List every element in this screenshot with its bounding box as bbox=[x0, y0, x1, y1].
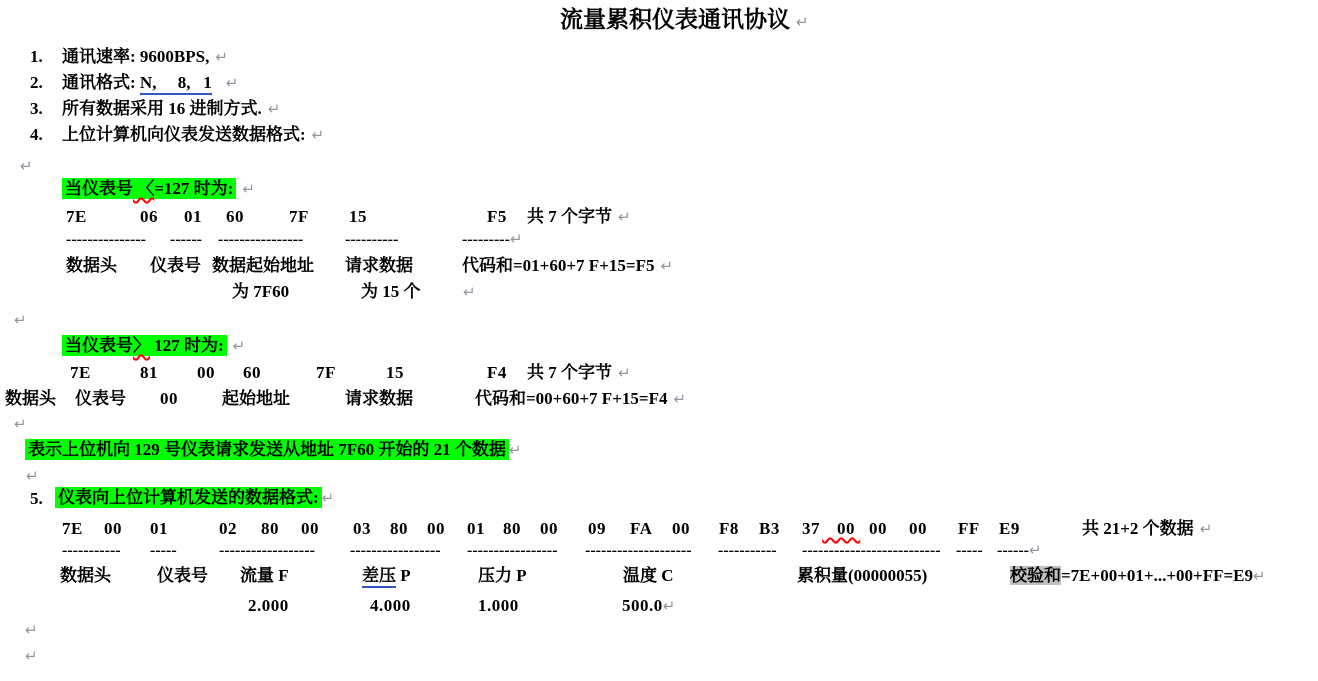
item4-text: 上位计算机向仪表发送数据格式: bbox=[62, 125, 306, 144]
item2 bbox=[62, 73, 238, 93]
block-b-byte: 81 bbox=[140, 363, 158, 382]
block-c-byte: 80 bbox=[503, 519, 521, 538]
block-b-byte: 00 bbox=[197, 363, 215, 382]
item1-number: 1. bbox=[30, 47, 43, 66]
block-b-checksum-text: 代码和=00+60+7 F+15=F4 bbox=[475, 389, 668, 408]
paragraph-mark-icon: ↵ bbox=[311, 126, 325, 144]
block-b-byte-note-text: 共 7 个字节 bbox=[527, 363, 612, 382]
item1-text: 通讯速率: 9600BPS, bbox=[62, 47, 210, 66]
item1 bbox=[62, 47, 228, 67]
paragraph-mark-icon: ↵ bbox=[232, 337, 246, 355]
block-a-heading-pre: 当仪表号 bbox=[65, 179, 133, 198]
block-c-byte: 01 bbox=[467, 519, 485, 538]
block-a-byte: 01 bbox=[184, 207, 202, 226]
item4 bbox=[62, 125, 324, 145]
paragraph-mark-icon: ↵ bbox=[508, 441, 522, 459]
block-b-byte: 7F bbox=[316, 363, 336, 382]
block-a-byte: 15 bbox=[349, 207, 367, 226]
block-b-checksum bbox=[475, 389, 686, 409]
block-c-byte: 80 bbox=[261, 519, 279, 538]
block-c-byte: B3 bbox=[759, 519, 780, 538]
block-a-byte: 06 bbox=[140, 207, 158, 226]
item4-number: 4. bbox=[30, 125, 43, 144]
block-a-label: 数据起始地址 bbox=[212, 256, 314, 275]
separator-dashes: ----------------- bbox=[350, 542, 441, 559]
block-c-byte: E9 bbox=[999, 519, 1020, 538]
block-c-byte: 02 bbox=[219, 519, 237, 538]
block-c-byte: 00 bbox=[301, 519, 319, 538]
item3-number: 3. bbox=[30, 99, 43, 118]
paragraph-mark-icon: ↵ bbox=[321, 489, 335, 507]
block-a-checksum-text: 代码和=01+60+7 F+15=F5 bbox=[462, 256, 655, 275]
block-c-label: 压力 P bbox=[478, 566, 527, 585]
paragraph-mark-icon: ↵ bbox=[26, 467, 39, 485]
paragraph-mark-icon: ↵ bbox=[25, 621, 38, 639]
block-c-byte: 00 bbox=[672, 519, 690, 538]
block-b-byte: F4 bbox=[487, 363, 507, 382]
separator-dashes: ----------- bbox=[718, 542, 777, 559]
item2-underlined-format: N, 8, 1 bbox=[140, 73, 212, 95]
paragraph-mark-icon: ↵ bbox=[242, 180, 255, 198]
block-b-byte: 7E bbox=[70, 363, 91, 382]
block-a-byte-note-text: 共 7 个字节 bbox=[527, 207, 612, 226]
block-c-byte: F8 bbox=[719, 519, 739, 538]
block-a-sublabel: 为 7F60 bbox=[232, 282, 290, 301]
separator-dashes: -------------------------- bbox=[802, 542, 941, 559]
paragraph-mark-icon: ↵ bbox=[618, 208, 631, 226]
block-c-byte: 00 bbox=[104, 519, 122, 538]
block-a-heading-wavy: 〈 bbox=[133, 179, 155, 198]
paragraph-mark-icon: ↵ bbox=[509, 230, 523, 248]
block-c-byte: 00 bbox=[837, 519, 855, 538]
request-note bbox=[25, 440, 521, 460]
doc-title bbox=[560, 7, 809, 33]
block-b-label: 起始地址 bbox=[222, 389, 290, 408]
block-c-value: 4.000 bbox=[370, 596, 411, 615]
block-c-checksum-highlight: 校验和 bbox=[1010, 566, 1061, 585]
block-b-heading-highlight bbox=[62, 335, 227, 356]
block-c-byte: 80 bbox=[390, 519, 408, 538]
separator-dashes: ---------- bbox=[345, 231, 399, 248]
block-b-byte: 60 bbox=[243, 363, 261, 382]
paragraph-mark-icon: ↵ bbox=[1199, 520, 1213, 538]
block-c-byte: 01 bbox=[150, 519, 168, 538]
block-a-sublabel: 为 15 个 bbox=[361, 282, 421, 301]
block-c-byte: 03 bbox=[353, 519, 371, 538]
separator-dashes: ---------------- bbox=[218, 231, 304, 248]
block-c-label: 流量 F bbox=[240, 566, 289, 585]
paragraph-mark-icon: ↵ bbox=[673, 390, 687, 408]
block-c-value: 1.000 bbox=[478, 596, 519, 615]
paragraph-mark-icon: ↵ bbox=[660, 257, 674, 275]
block-c-byte: FA bbox=[630, 519, 653, 538]
block-c-byte: 09 bbox=[588, 519, 606, 538]
block-b-label: 00 bbox=[160, 389, 178, 408]
paragraph-mark-icon: ↵ bbox=[14, 415, 27, 433]
separator-dashes: ----------- bbox=[62, 542, 121, 559]
block-c-value: 2.000 bbox=[248, 596, 289, 615]
block-c-label: 温度 C bbox=[623, 566, 674, 585]
paragraph-mark-icon: ↵ bbox=[267, 100, 281, 118]
separator-dashes-text: --------- bbox=[462, 231, 510, 248]
separator-dashes bbox=[997, 542, 1042, 560]
paragraph-mark-icon: ↵ bbox=[1028, 541, 1042, 559]
paragraph-mark-icon: ↵ bbox=[20, 157, 33, 175]
block-a-label: 数据头 bbox=[66, 256, 117, 275]
paragraph-mark-icon: ↵ bbox=[463, 283, 476, 301]
paragraph-mark-icon: ↵ bbox=[618, 364, 631, 382]
separator-dashes: ------------------ bbox=[219, 542, 315, 559]
block-b-heading-post: 127 时为: bbox=[150, 336, 224, 355]
item5 bbox=[55, 488, 334, 508]
separator-dashes bbox=[462, 231, 523, 249]
block-c-checksum bbox=[1010, 566, 1266, 586]
block-c-byte: FF bbox=[958, 519, 980, 538]
block-c-label: 数据头 bbox=[60, 566, 111, 585]
block-a-heading-post: =127 时为: bbox=[154, 179, 234, 198]
block-c-byte-note bbox=[1082, 519, 1212, 539]
block-a-label: 仪表号 bbox=[150, 256, 201, 275]
paragraph-mark-icon: ↵ bbox=[796, 13, 809, 31]
request-note-highlight: 表示上位机向 129 号仪表请求发送从地址 7F60 开始的 21 个数据 bbox=[25, 439, 509, 460]
block-a-byte-note bbox=[527, 207, 631, 227]
separator-dashes: ----- bbox=[150, 542, 177, 559]
doc-title-text: 流量累积仪表通讯协议 bbox=[560, 7, 790, 32]
block-c-checksum-text: =7E+00+01+...+00+FF=E9 bbox=[1061, 566, 1254, 585]
block-c-label-diff-pressure bbox=[362, 566, 411, 586]
paragraph-mark-icon: ↵ bbox=[225, 74, 239, 92]
block-c-byte-note-text: 共 21+2 个数据 bbox=[1082, 519, 1194, 538]
block-a-checksum bbox=[462, 256, 673, 276]
block-a-label: 请求数据 bbox=[345, 256, 413, 275]
paragraph-mark-icon: ↵ bbox=[1253, 567, 1266, 585]
paragraph-mark-icon: ↵ bbox=[215, 48, 228, 66]
block-c-label-diff-pressure-suffix: P bbox=[396, 566, 411, 585]
block-b-byte: 15 bbox=[386, 363, 404, 382]
separator-dashes: --------------- bbox=[66, 231, 146, 248]
block-c-byte: 00 bbox=[869, 519, 887, 538]
item2-prefix: 通讯格式: bbox=[62, 73, 140, 92]
block-c-label: 仪表号 bbox=[157, 566, 208, 585]
item5-highlight: 仪表向上位计算机发送的数据格式: bbox=[55, 487, 322, 508]
block-b-heading-pre: 当仪表号 bbox=[65, 336, 133, 355]
item2-number: 2. bbox=[30, 73, 43, 92]
block-c-byte: 00 bbox=[909, 519, 927, 538]
separator-dashes: ----- bbox=[956, 542, 983, 559]
item3-text: 所有数据采用 16 进制方式. bbox=[62, 99, 262, 118]
separator-dashes: ------ bbox=[170, 231, 202, 248]
item3 bbox=[62, 99, 280, 119]
block-a-byte: 7F bbox=[289, 207, 309, 226]
block-b-heading-wavy: 〉 bbox=[133, 336, 150, 355]
paragraph-mark-icon: ↵ bbox=[14, 311, 27, 329]
block-c-byte: 37 bbox=[802, 519, 820, 538]
block-b-heading bbox=[62, 336, 245, 356]
paragraph-mark-icon: ↵ bbox=[25, 647, 38, 665]
block-a-byte: F5 bbox=[487, 207, 507, 226]
block-c-byte: 7E bbox=[62, 519, 83, 538]
block-b-label: 数据头 bbox=[5, 389, 56, 408]
block-b-label: 仪表号 bbox=[75, 389, 126, 408]
block-b-byte-note bbox=[527, 363, 631, 383]
block-c-label: 累积量(00000055) bbox=[797, 566, 928, 585]
block-a-byte: 60 bbox=[226, 207, 244, 226]
block-a-heading-highlight bbox=[62, 178, 236, 199]
item5-number: 5. bbox=[30, 489, 43, 508]
block-c-label-diff-pressure-underlined: 差压 bbox=[362, 566, 396, 588]
block-c-byte: 00 bbox=[540, 519, 558, 538]
separator-dashes: ----------------- bbox=[467, 542, 558, 559]
separator-dashes-text: ------ bbox=[997, 542, 1029, 559]
block-c-byte: 00 bbox=[427, 519, 445, 538]
paragraph-mark-icon: ↵ bbox=[662, 597, 676, 615]
block-a-byte: 7E bbox=[66, 207, 87, 226]
block-c-value bbox=[622, 596, 676, 616]
block-b-label: 请求数据 bbox=[345, 389, 413, 408]
separator-dashes: -------------------- bbox=[585, 542, 692, 559]
spellcheck-squiggle bbox=[822, 519, 894, 539]
block-c-value-text: 500.0 bbox=[622, 596, 663, 615]
block-a-heading bbox=[62, 179, 255, 199]
